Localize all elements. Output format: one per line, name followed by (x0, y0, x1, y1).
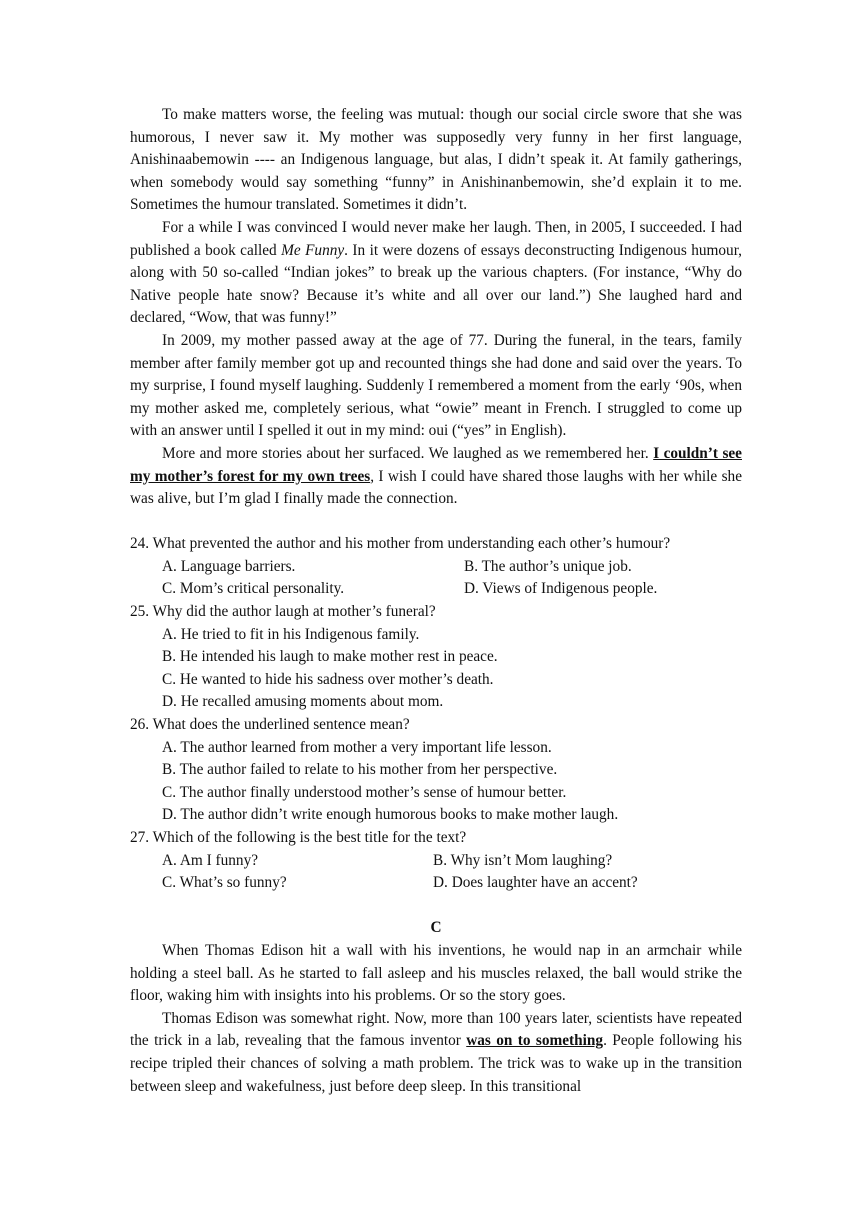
question-27-options-row-2 (130, 872, 742, 895)
question-24-options-row-1 (130, 556, 742, 579)
paragraph-text: Thomas Edison was somewhat right. Now, more than 100 years later, scientists have repeated the trick in a lab, revealing that the famous inventor (130, 1009, 742, 1050)
option-b: B. He intended his laugh to make mother rest in peace. (162, 648, 498, 666)
passage-c-paragraph-1: When Thomas Edison hit a wall with his inventions, he would nap in an armchair while holding a steel ball. As he started to fall asleep and his muscles relaxed, the ball would strike the floor, waking him with insights into his problems. Or so the story goes. (130, 941, 742, 1005)
option-c: C. What’s so funny? (162, 874, 287, 892)
question-26-stem: 26. What does the underlined sentence mean? (130, 716, 410, 734)
option-c: C. He wanted to hide his sadness over mother’s death. (162, 670, 494, 688)
option-a: A. The author learned from mother a very important life lesson. (162, 738, 552, 756)
question-27-options-row-1 (130, 850, 742, 873)
option-b: B. The author failed to relate to his mother from her perspective. (162, 761, 558, 779)
option-a: A. He tried to fit in his Indigenous family. (162, 625, 420, 643)
page-content (130, 104, 742, 1098)
question-25-stem: 25. Why did the author laugh at mother’s funeral? (130, 603, 436, 621)
option-d: D. Views of Indigenous people. (464, 580, 658, 598)
option-d: D. The author didn’t write enough humorous books to make mother laugh. (162, 806, 619, 824)
paragraph-text: . People following his recipe tripled their chances of solving a math problem. The trick was to wake up in the transition between sleep and wakefulness, just before deep sleep. In this transitional (130, 1032, 742, 1095)
option-d: D. Does laughter have an accent? (433, 874, 638, 892)
book-title: Me Funny (281, 241, 345, 259)
underlined-phrase: was on to something (466, 1032, 604, 1050)
passage-b-paragraph-3: In 2009, my mother passed away at the age of 77. During the funeral, in the tears, family member after family member got up and recounted things she had done and said over the years. To my surprise, I found myself laughing. Suddenly I remembered a moment from the early ‘90s, when my mother asked me, completely serious, what “owie” meant in French. I struggled to come up with an answer until I spelled it out in my mind: oui (“yes” in English). (130, 331, 742, 440)
option-b: B. Why isn’t Mom laughing? (433, 851, 613, 869)
option-d: D. He recalled amusing moments about mom. (162, 693, 444, 711)
paragraph-text: , I wish I could have shared those laughs with her while she was alive, but I’m glad I finally made the connection. (130, 467, 742, 508)
question-27-stem: 27. Which of the following is the best title for the text? (130, 829, 467, 846)
question-24-stem: 24. What prevented the author and his mother from understanding each other’s humour? (130, 535, 671, 553)
question-24-options-row-2 (130, 578, 742, 601)
option-c: C. Mom’s critical personality. (162, 580, 345, 598)
option-b: B. The author’s unique job. (464, 557, 632, 575)
section-heading: C (430, 919, 442, 937)
underlined-sentence: I couldn’t see my mother’s forest for my own trees (130, 444, 742, 485)
option-a: A. Am I funny? (162, 851, 259, 869)
option-c: C. The author finally understood mother’s sense of humour better. (162, 783, 567, 801)
paragraph-text: . In it were dozens of essays deconstructing Indigenous humour, along with 50 so-called “Indian jokes” to break up the various chapters. (For instance, “Why do Native people hate snow? Because it’s white and all over our land.”) She laughed hard and declared, “Wow, that was funny!” (130, 241, 742, 327)
option-a: A. Language barriers. (162, 557, 296, 575)
spacer (130, 511, 742, 534)
passage-c-paragraph-2 (130, 1008, 742, 1098)
passage-b-paragraph-1: To make matters worse, the feeling was mutual: though our social circle swore that she was humorous, I never saw it. My mother was supposedly very funny in her first language, Anishinaabemowin ---- an Indigenous language, but alas, I didn’t speak it. At family gatherings, when somebody would say something “funny” in Anishinanbemowin, she’d explain it to me. Sometimes the humour translated. Sometimes it didn’t. (130, 106, 742, 214)
paragraph-text: More and more stories about her surfaced. We laughed as we remembered her. (162, 444, 654, 462)
passage-b-paragraph-4 (130, 443, 742, 511)
spacer (130, 895, 742, 918)
passage-b-paragraph-2 (130, 217, 742, 330)
paragraph-text: For a while I was convinced I would never make her laugh. Then, in 2005, I succeeded. I had published a book called (130, 218, 742, 259)
